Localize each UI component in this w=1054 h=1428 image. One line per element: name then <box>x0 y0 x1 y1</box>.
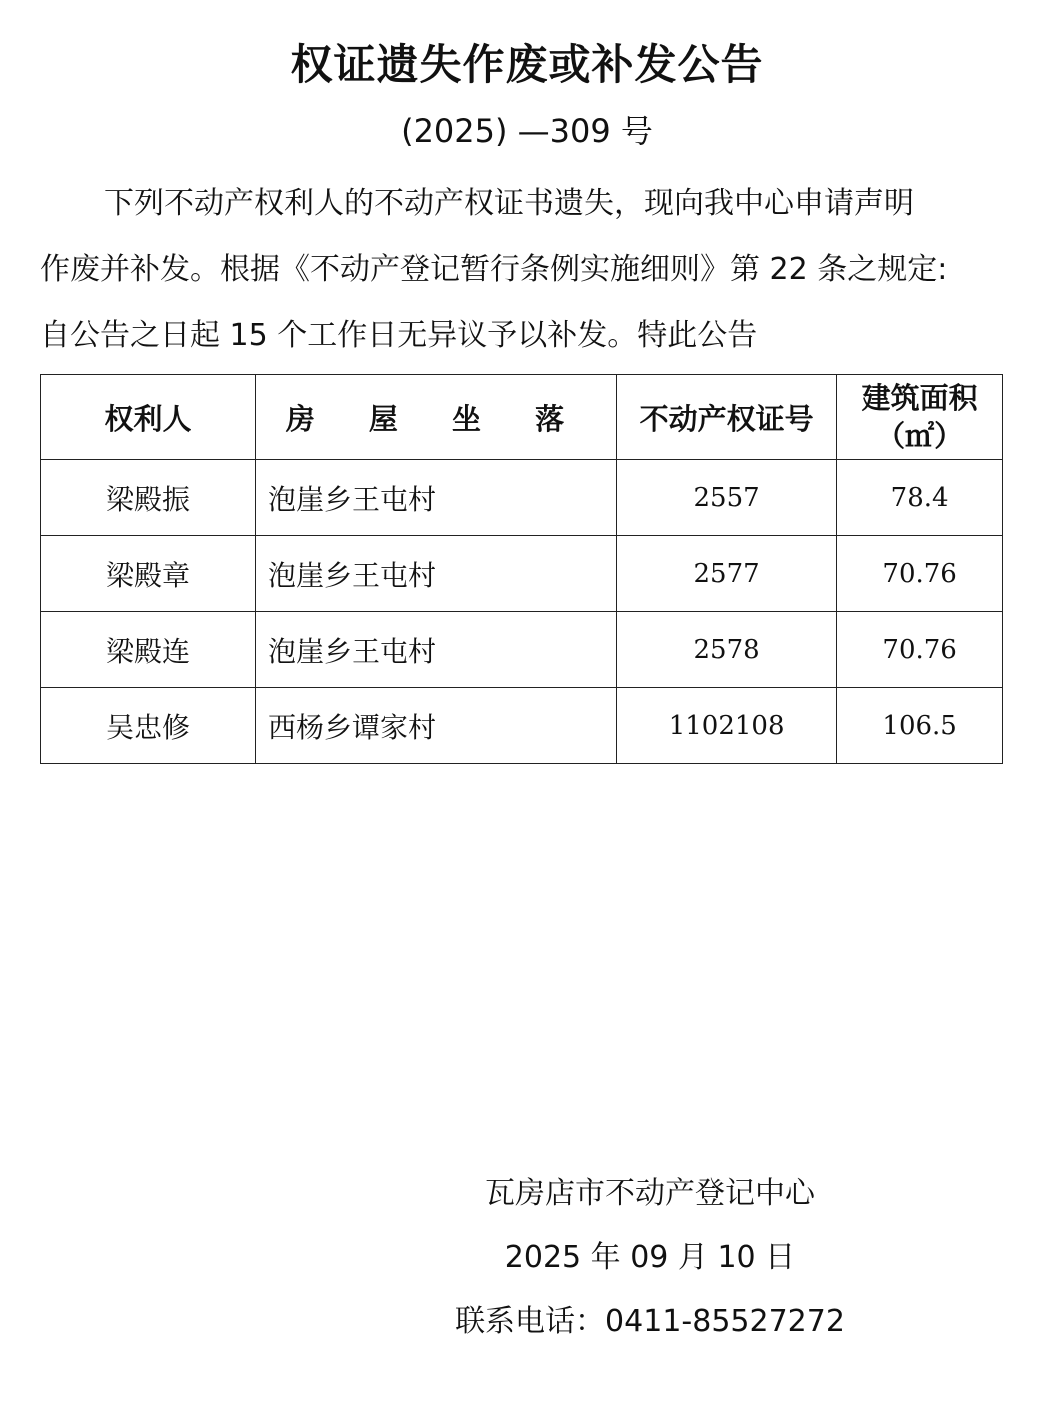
records-table <box>40 374 1003 764</box>
issue-date: 2025 年 09 月 10 日 <box>504 1240 796 1275</box>
header-area <box>837 375 1003 460</box>
cell-area: 78.4 <box>837 460 1003 536</box>
cell-location: 泡崖乡王屯村 <box>255 612 616 688</box>
cell-location: 泡崖乡王屯村 <box>255 460 616 536</box>
cell-holder: 吴忠修 <box>41 688 256 764</box>
cell-cert-no: 1102108 <box>616 688 836 764</box>
cell-cert-no: 2557 <box>616 460 836 536</box>
contact-phone: 联系电话：0411-85527272 <box>455 1304 845 1339</box>
cell-area: 70.76 <box>837 536 1003 612</box>
cell-cert-no: 2578 <box>616 612 836 688</box>
header-holder: 权利人 <box>41 375 256 460</box>
cell-area: 70.76 <box>837 612 1003 688</box>
notice-number: (2025) —309 号 <box>401 112 653 150</box>
table-row <box>41 536 1003 612</box>
table-row <box>41 688 1003 764</box>
cell-holder: 梁殿振 <box>41 460 256 536</box>
notice-title: 权证遗失作废或补发公告 <box>290 40 764 89</box>
body-line-3: 自公告之日起 15 个工作日无异议予以补发。特此公告 <box>40 318 758 353</box>
table-row <box>41 612 1003 688</box>
cell-location: 西杨乡谭家村 <box>255 688 616 764</box>
body-line-1: 下列不动产权利人的不动产权证书遗失，现向我中心申请声明 <box>104 186 914 221</box>
cell-cert-no: 2577 <box>616 536 836 612</box>
cell-area: 106.5 <box>837 688 1003 764</box>
cell-holder: 梁殿章 <box>41 536 256 612</box>
body-line-2: 作废并补发。根据《不动产登记暂行条例实施细则》第 22 条之规定: <box>40 252 948 287</box>
header-area-line1: 建筑面积 <box>861 381 978 415</box>
header-cert-no: 不动产权证号 <box>616 375 836 460</box>
cell-location: 泡崖乡王屯村 <box>255 536 616 612</box>
header-area-unit: （㎡） <box>876 419 964 453</box>
table-header-row <box>41 375 1003 460</box>
table-row <box>41 460 1003 536</box>
header-location: 房 屋 坐 落 <box>255 375 616 460</box>
cell-holder: 梁殿连 <box>41 612 256 688</box>
issuing-organization: 瓦房店市不动产登记中心 <box>485 1176 815 1211</box>
